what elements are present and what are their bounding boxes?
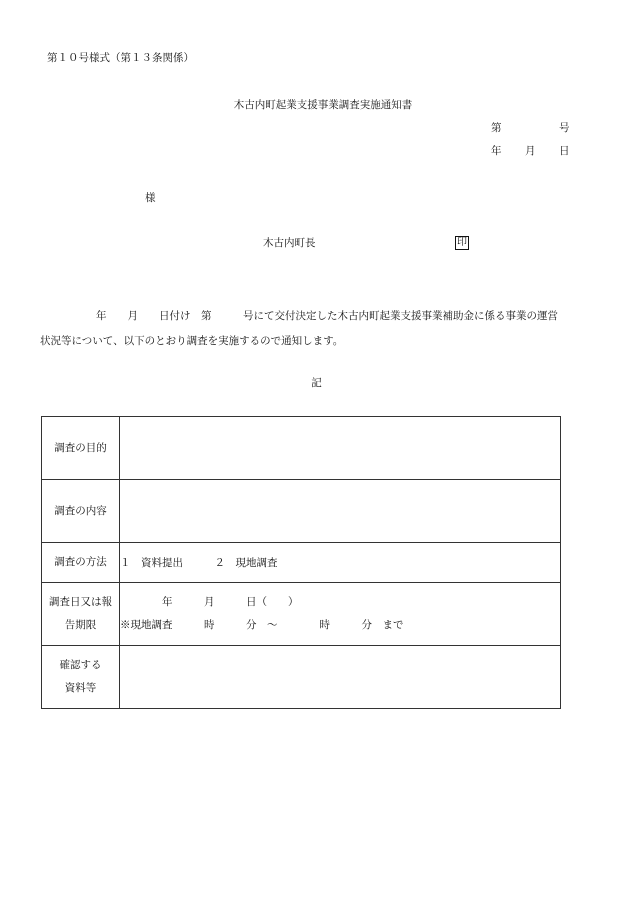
schedule-field[interactable] (120, 583, 561, 646)
purpose-label: 調査の目的 (42, 417, 120, 480)
seal-mark: 印 (457, 237, 467, 248)
method-row (42, 543, 561, 583)
date-year: 年 (491, 145, 502, 157)
document-title: 木古内町起業支援事業調査実施通知書 (233, 99, 413, 111)
documents-row (42, 646, 561, 709)
documents-label-line-1: 確認する (59, 659, 102, 671)
sender-name: 木古内町長 (263, 237, 316, 249)
date-day: 日 (559, 145, 570, 157)
notice-body: 年 月 日付け 第 号にて交付決定した木古内町起業支援事業補助金に係る事業の運営状況等について、以下のとおり調査を実施するので通知します。 (40, 310, 558, 347)
schedule-label-line-1: 調査日又は報 (49, 596, 112, 608)
purpose-row (42, 417, 561, 480)
content-field[interactable] (120, 480, 561, 543)
content-label: 調査の内容 (42, 480, 120, 543)
method-label: 調査の方法 (42, 543, 120, 583)
doc-number-suffix: 号 (559, 122, 570, 134)
form-number: 第１０号様式（第１３条関係） (47, 52, 194, 64)
purpose-field[interactable] (120, 417, 561, 480)
ki-heading: 記 (311, 377, 322, 389)
doc-number-prefix: 第 (491, 122, 502, 134)
survey-table (41, 416, 561, 709)
documents-label-line-2: 資料等 (64, 682, 97, 694)
documents-field[interactable] (120, 646, 561, 709)
documents-label (42, 646, 120, 709)
date-month: 月 (525, 145, 536, 157)
content-row (42, 480, 561, 543)
schedule-label (42, 583, 120, 646)
schedule-row (42, 583, 561, 646)
schedule-time-line: ※現地調査 時 分 ～ 時 分 まで (120, 619, 404, 631)
method-field[interactable]: １ 資料提出 ２ 現地調査 (120, 543, 561, 583)
schedule-date-line: 年 月 日（ ） (120, 596, 299, 608)
addressee-honorific: 様 (145, 192, 156, 204)
schedule-label-line-2: 告期限 (64, 619, 97, 631)
